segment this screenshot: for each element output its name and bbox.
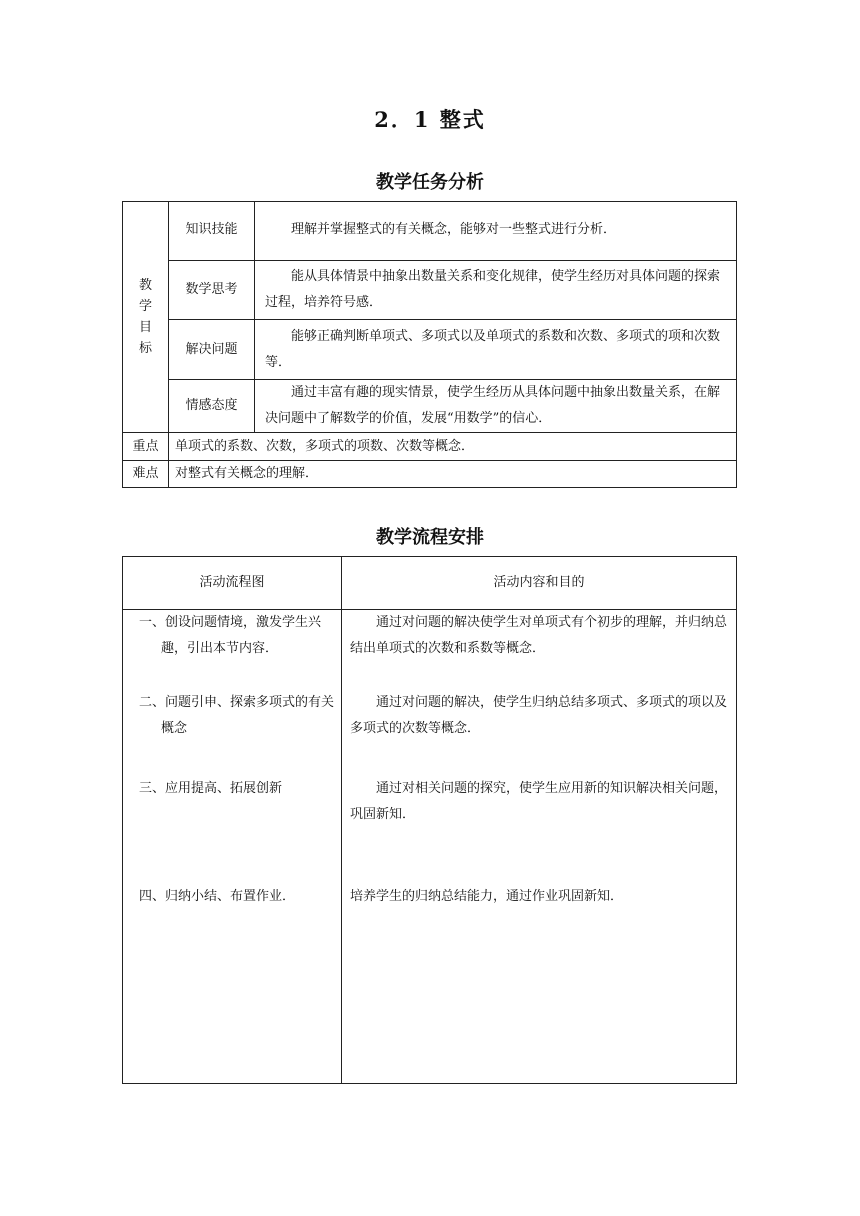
flow-col1-header: 活动流程图 <box>123 557 342 610</box>
task-analysis-table <box>122 201 737 488</box>
goal-row-attitude <box>123 380 737 433</box>
goal-label-char: 目 <box>138 320 152 335</box>
flow-purpose: 通过对问题的解决使学生对单项式有个初步的理解，并归纳总结出单项式的次数和系数等概念． <box>350 615 728 656</box>
section-heading-task-analysis: 教学任务分析 <box>376 172 484 193</box>
teaching-flow-table <box>122 556 737 1084</box>
goal-content: 通过丰富有趣的现实情景，使学生经历从具体问题中抽象出数量关系，在解决问题中了解数学的价值，发展“用数学”的信心． <box>255 380 737 433</box>
section-heading-flow: 教学流程安排 <box>376 527 484 548</box>
difficulty-content: 对整式有关概念的理解． <box>169 461 737 488</box>
flow-purpose: 通过对相关问题的探究，使学生应用新的知识解决相关问题，巩固新知． <box>350 781 728 822</box>
goal-row-knowledge <box>123 202 737 261</box>
flow-purposes-cell <box>342 610 737 1084</box>
goal-category: 数学思考 <box>169 261 255 320</box>
goal-label-cell <box>123 202 169 433</box>
difficulty-row <box>123 461 737 488</box>
goal-label-char: 教 <box>138 278 152 293</box>
flow-step: 一、创设问题情境，激发学生兴趣，引出本节内容． <box>139 615 322 656</box>
goal-content: 能从具体情景中抽象出数量关系和变化规律，使学生经历对具体问题的探索过程，培养符号感． <box>255 261 737 320</box>
flow-steps-cell <box>123 610 342 1084</box>
goal-row-thinking <box>123 261 737 320</box>
goal-category: 知识技能 <box>169 202 255 261</box>
flow-purpose: 培养学生的归纳总结能力，通过作业巩固新知． <box>350 889 624 904</box>
flow-header-row <box>123 557 737 610</box>
flow-col2-header: 活动内容和目的 <box>342 557 737 610</box>
page-title: 2．1 整式 <box>374 107 486 132</box>
goal-content: 能够正确判断单项式、多项式以及单项式的系数和次数、多项式的项和次数等． <box>255 320 737 380</box>
goal-label-char: 学 <box>138 299 152 314</box>
flow-body-row <box>123 610 737 1084</box>
difficulty-label: 难点 <box>123 461 169 488</box>
goal-category: 解决问题 <box>169 320 255 380</box>
goal-row-problem-solving <box>123 320 737 380</box>
key-point-content: 单项式的系数、次数，多项式的项数、次数等概念． <box>169 433 737 461</box>
goal-content: 理解并掌握整式的有关概念，能够对一些整式进行分析． <box>255 202 737 261</box>
flow-step: 三、应用提高、拓展创新 <box>139 781 283 796</box>
flow-purpose: 通过对问题的解决，使学生归纳总结多项式、多项式的项以及多项式的次数等概念． <box>350 695 728 736</box>
goal-label-char: 标 <box>138 341 152 356</box>
key-point-row <box>123 433 737 461</box>
key-point-label: 重点 <box>123 433 169 461</box>
flow-step: 二、问题引申、探索多项式的有关概念 <box>139 695 335 736</box>
goal-category: 情感态度 <box>169 380 255 433</box>
flow-step: 四、归纳小结、布置作业． <box>139 889 296 904</box>
